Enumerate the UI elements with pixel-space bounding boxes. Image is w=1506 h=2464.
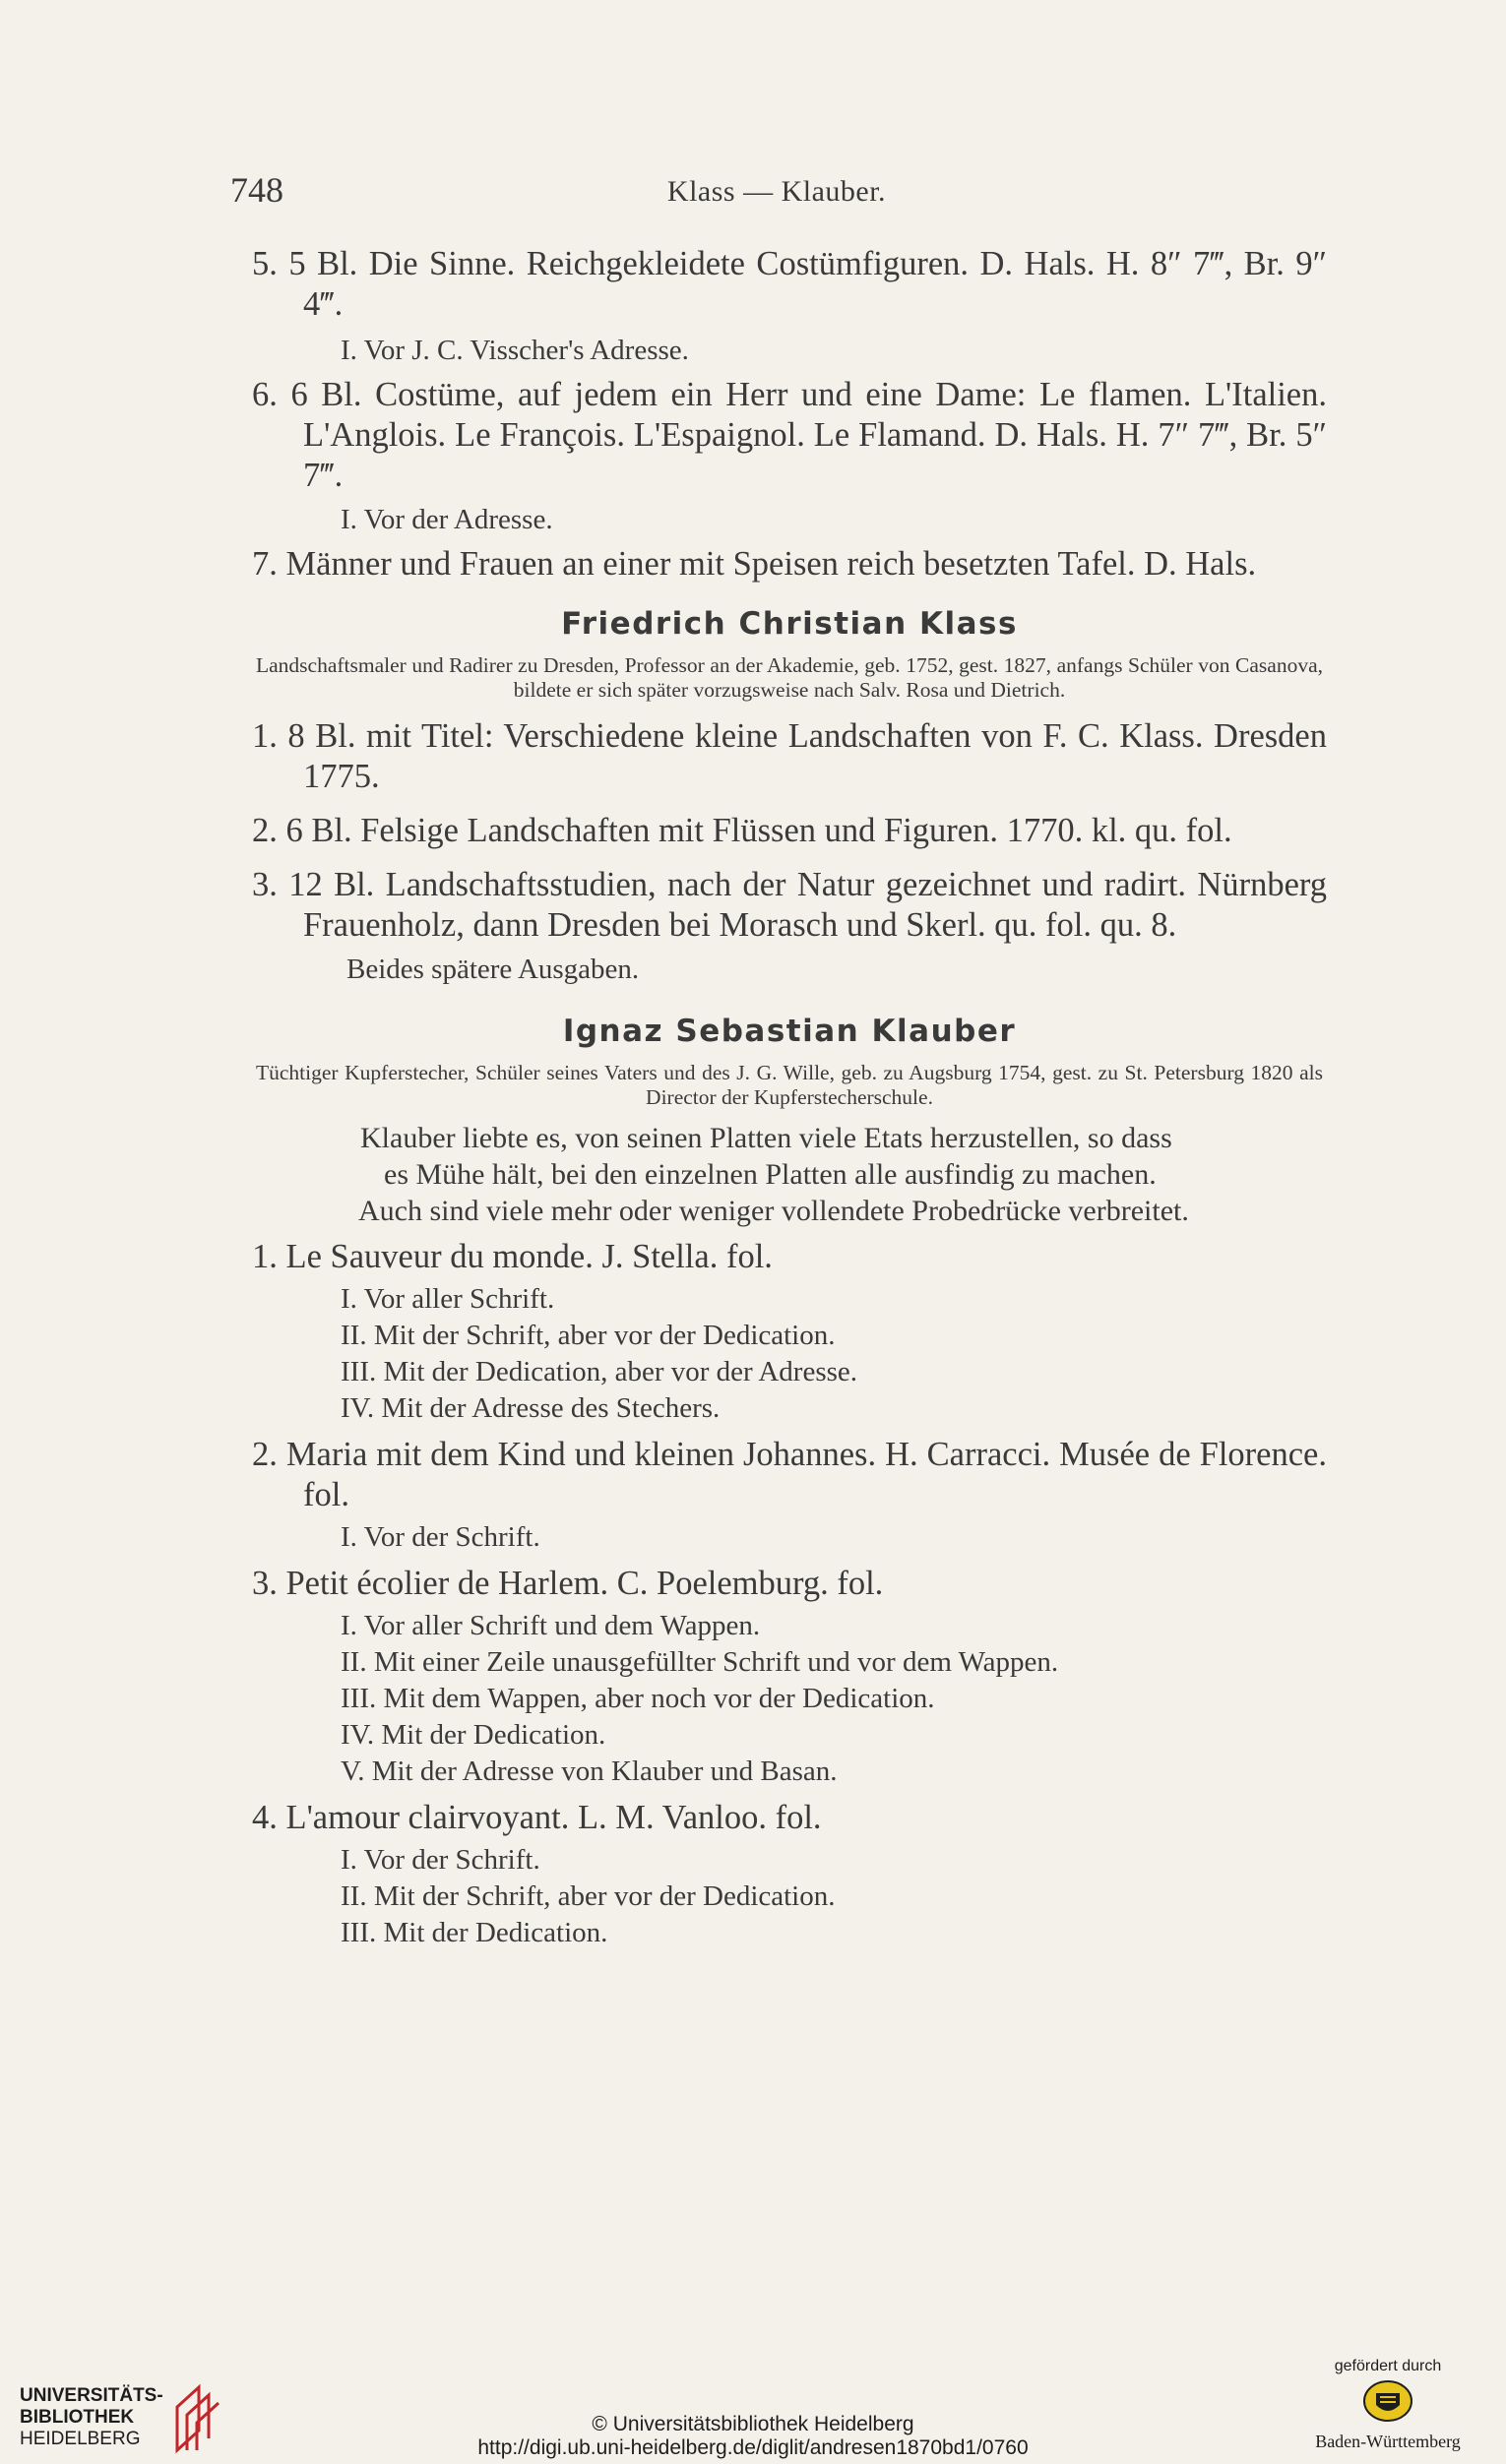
state-item: II. Mit der Schrift, aber vor der Dedication.	[341, 1320, 836, 1351]
page-body	[252, 244, 1327, 1951]
list-item: 1. 8 Bl. mit Titel: Verschiedene kleine Landschaften von F. C. Klass. Dresden 1775.	[252, 717, 1327, 795]
state-item: V. Mit der Adresse von Klauber und Basan.	[341, 1756, 838, 1787]
source-url-link[interactable]: http://digi.ub.uni-heidelberg.de/diglit/andresen1870bd1/0760	[477, 2436, 1029, 2459]
artist-bio: Tüchtiger Kupferstecher, Schüler seines Vaters und des J. G. Wille, geb. zu Augsburg 1754, gest. zu St. Petersburg 1820 als Director der Kupferstecherschule.	[256, 1061, 1323, 1109]
list-item: 2. 6 Bl. Felsige Landschaften mit Flüssen und Figuren. 1770. kl. qu. fol.	[252, 812, 1232, 849]
library-name-line: HEIDELBERG	[20, 2429, 141, 2449]
section-klass	[252, 606, 1327, 988]
state-item: I. Vor J. C. Visscher's Adresse.	[341, 335, 689, 366]
section-heading: Friedrich Christian Klass	[561, 606, 1018, 642]
list-item: 6. 6 Bl. Costüme, auf jedem ein Herr und eine Dame: Le flamen. L'Italien. L'Anglois. Le François. L'Espaignol. Le Flamand. D. Hals. H. 7″ 7‴, Br. 5″ 7‴.	[252, 376, 1327, 494]
sponsor-label: gefördert durch	[1334, 2358, 1442, 2374]
state-item: III. Mit der Dedication, aber vor der Adresse.	[341, 1356, 858, 1387]
intro-line: es Mühe hält, bei den einzelnen Platten alle ausfindig zu machen.	[384, 1158, 1157, 1191]
list-item: 1. Le Sauveur du monde. J. Stella. fol.	[252, 1238, 773, 1275]
section-heading: Ignaz Sebastian Klauber	[562, 1014, 1017, 1049]
list-item: 3. 12 Bl. Landschaftsstudien, nach der Natur gezeichnet und radirt. Nürnberg Frauenholz, dann Dresden bei Morasch und Skerl. qu. fol. qu. 8.	[252, 866, 1327, 944]
state-item: I. Vor aller Schrift.	[341, 1283, 555, 1315]
state-item: I. Vor der Adresse.	[341, 504, 553, 535]
artist-bio: Landschaftsmaler und Radirer zu Dresden, Professor an der Akademie, geb. 1752, gest. 1827, anfangs Schüler von Casanova, bildete er sich später vorzugsweise nach Salv. Rosa und Dietrich.	[256, 653, 1323, 702]
page-number: 748	[230, 170, 283, 210]
footer	[0, 2348, 1506, 2464]
list-item: 2. Maria mit dem Kind und kleinen Johannes. H. Carracci. Musée de Florence. fol.	[252, 1436, 1327, 1513]
state-item: I. Vor der Schrift.	[341, 1521, 540, 1553]
library-name-line: BIBLIOTHEK	[20, 2407, 135, 2428]
state-item: I. Vor der Schrift.	[341, 1844, 540, 1876]
state-item: III. Mit der Dedication.	[341, 1917, 608, 1948]
copyright-text: © Universitätsbibliothek Heidelberg	[592, 2413, 914, 2435]
state-item: I. Vor aller Schrift und dem Wappen.	[341, 1610, 761, 1641]
sponsor-name: Baden-Württemberg	[1315, 2432, 1461, 2451]
state-item: IV. Mit der Dedication.	[341, 1719, 606, 1751]
entries-top	[252, 244, 1327, 585]
library-name-line: UNIVERSITÄTS-	[20, 2385, 163, 2406]
list-item: 5. 5 Bl. Die Sinne. Reichgekleidete Costümfiguren. D. Hals. H. 8″ 7‴, Br. 9″ 4‴.	[252, 245, 1327, 323]
list-item: 4. L'amour clairvoyant. L. M. Vanloo. fol.	[252, 1799, 822, 1836]
state-item: II. Mit einer Zeile unausgefüllter Schrift und vor dem Wappen.	[341, 1646, 1059, 1678]
list-item: 3. Petit écolier de Harlem. C. Poelemburg. fol.	[252, 1565, 884, 1602]
intro-line: Auch sind viele mehr oder weniger vollendete Probedrücke verbreitet.	[358, 1195, 1189, 1227]
state-coat-of-arms-icon	[1362, 2379, 1413, 2423]
section-klauber	[252, 1014, 1327, 1951]
running-title: Klass — Klauber.	[666, 175, 887, 208]
state-item: III. Mit dem Wappen, aber noch vor der Dedication.	[341, 1683, 935, 1714]
footer-credits	[0, 2413, 1506, 2460]
note-item: Beides spätere Ausgaben.	[346, 954, 640, 985]
page-header	[230, 169, 1323, 228]
sponsor-logo[interactable]	[1289, 2358, 1486, 2452]
list-item: 7. Männer und Frauen an einer mit Speisen reich besetzten Tafel. D. Hals.	[252, 545, 1257, 583]
intro-line: Klauber liebte es, von seinen Platten viele Etats herzustellen, so dass	[360, 1122, 1172, 1154]
state-item: II. Mit der Schrift, aber vor der Dedication.	[341, 1880, 836, 1912]
state-item: IV. Mit der Adresse des Stechers.	[341, 1392, 721, 1424]
